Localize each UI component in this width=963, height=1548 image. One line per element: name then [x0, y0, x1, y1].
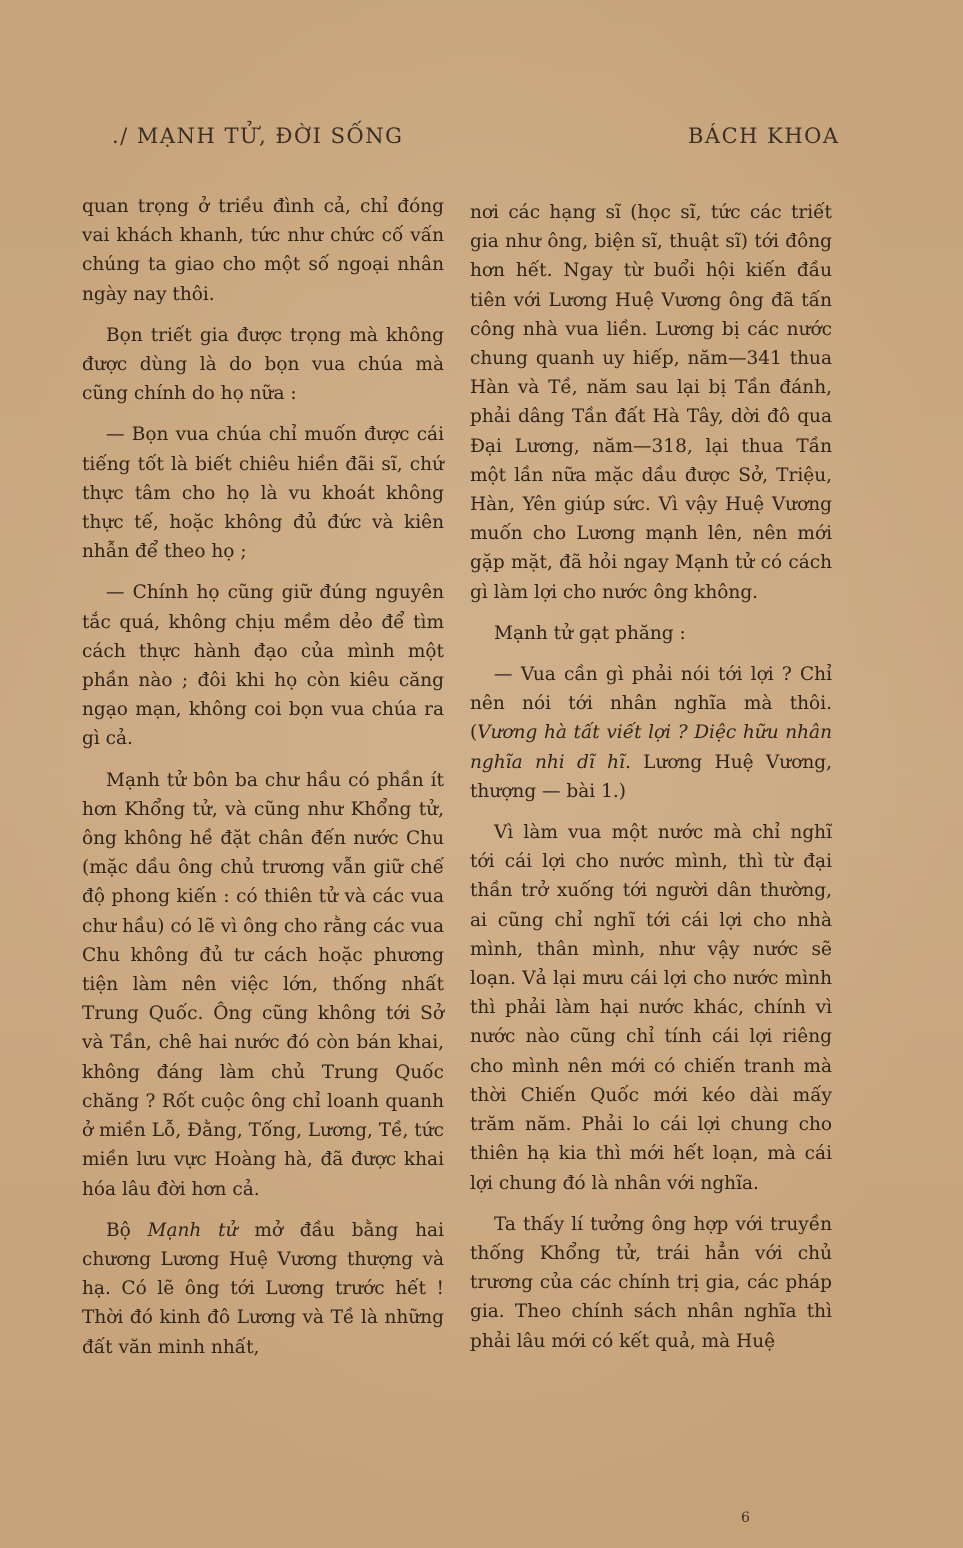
text-run: — Vua cần gì phải nói tới lợi ? Chỉ nên nói tới nhân nghĩa mà thôi. ( — [470, 664, 832, 744]
paragraph: — Chính họ cũng giữ đúng nguyên tắc quá, không chịu mềm dẻo để tìm cách thực hành đạo của mình một phần nào ; đôi khi họ còn kiêu căng ngạo mạn, không coi bọn vua chúa ra gì cả. — [82, 582, 444, 750]
text-run: Lương Huệ Vương, thượng — bài 1.) — [470, 751, 832, 802]
paragraph: Mạnh tử gạt phăng : — [494, 622, 686, 644]
text-run: mở đầu bằng hai chương Lương Huệ Vương thượng và hạ. Có lẽ ông tới Lương trước hết ! Thời đó kinh đô Lương và Tề là những đất văn minh nhất, — [82, 1219, 444, 1358]
book-title: Mạnh tử — [147, 1219, 238, 1241]
paragraph: Ta thấy lí tưởng ông hợp với truyền thống Khổng tử, trái hẳn với chủ trương của các chính trị gia, các pháp gia. Theo chính sách nhân nghĩa thì phải lâu mới có kết quả, mà Huệ — [470, 1213, 832, 1352]
paragraph — [470, 660, 832, 806]
paragraph: quan trọng ở triều đình cả, chỉ đóng vai khách khanh, tức như chức cố vấn chúng ta giao cho một số ngoại nhân ngày nay thôi. — [82, 196, 444, 305]
paragraph — [82, 1216, 444, 1362]
paragraph: Bọn triết gia được trọng mà không được dùng là do bọn vua chúa mà cũng chính do họ nữa : — [82, 324, 444, 405]
paragraph: Mạnh tử bôn ba chư hầu có phần ít hơn Khổng tử, và cũng như Khổng tử, ông không hề đặt chân đến nước Chu (mặc dầu ông chủ trương vẫn giữ chế độ phong kiến : có thiên tử và các vua chư hầu) có lẽ vì ông cho rằng các vua Chu không đủ tư cách hoặc phương tiện làm nên việc lớn, thống nhất Trung Quốc. Ông cũng không tới Sở và Tần, chê hai nước đó còn bán khai, không đáng làm chủ Trung Quốc chăng ? Rốt cuộc ông chỉ loanh quanh ở miền Lỗ, Đằng, Tống, Lương, Tề, tức miền lưu vực Hoàng hà, đã được khai hóa lâu đời hơn cả. — [82, 769, 444, 1200]
page-number: 6 — [741, 1510, 750, 1526]
quotation-original: Vương hà tất viết lợi ? Diệc hữu nhân nghĩa nhi dĩ hĩ. — [470, 722, 832, 773]
right-column — [470, 198, 832, 1368]
paragraph: nơi các hạng sĩ (học sĩ, tức các triết gia như ông, biện sĩ, thuật sĩ) tới đông hơn hết. Ngay từ buổi hội kiến đầu tiên với Lương Huệ Vương ông đã tấn công nhà vua liền. Lương bị các nước chung quanh uy hiếp, năm—341 thua Hàn và Tề, năm sau lại bị Tần đánh, phải dâng Tần đất Hà Tây, dời đô qua Đại Lương, năm—318, lại thua Tần một lần nữa mặc dầu được Sở, Triệu, Hàn, Yên giúp sức. Vì vậy Huệ Vương muốn cho Lương mạnh lên, nên mới gặp mặt, đã hỏi ngay Mạnh tử có cách gì làm lợi cho nước ông không. — [470, 202, 832, 603]
paragraph: Vì làm vua một nước mà chỉ nghĩ tới cái lợi cho nước mình, thì từ đại thần trở xuống tới người dân thường, ai cũng chỉ nghĩ tới cái lợi cho nhà mình, thân mình, như vậy nước sẽ loạn. Vả lại mưu cái lợi cho nước mình thì phải làm hại nước khác, chính vì nước nào cũng chỉ tính cái lợi riêng cho mình nên mới có chiến tranh mà thời Chiến Quốc mới kéo dài mấy trăm năm. Phải lo cái lợi chung cho thiên hạ kia thì mới hết loạn, mà cái lợi chung đó là nhân với nghĩa. — [470, 822, 832, 1194]
left-column — [82, 192, 444, 1374]
running-header-title: ./ MẠNH TỬ, ĐỜI SỐNG — [112, 124, 404, 148]
paragraph: — Bọn vua chúa chỉ muốn được cái tiếng tốt là biết chiêu hiền đãi sĩ, chứ thực tâm cho họ là vu khoát không thực tế, hoặc không đủ đức và kiên nhẫn để theo họ ; — [82, 424, 444, 563]
running-header-magazine: BÁCH KHOA — [688, 124, 840, 148]
text-run: Bộ — [106, 1219, 148, 1241]
